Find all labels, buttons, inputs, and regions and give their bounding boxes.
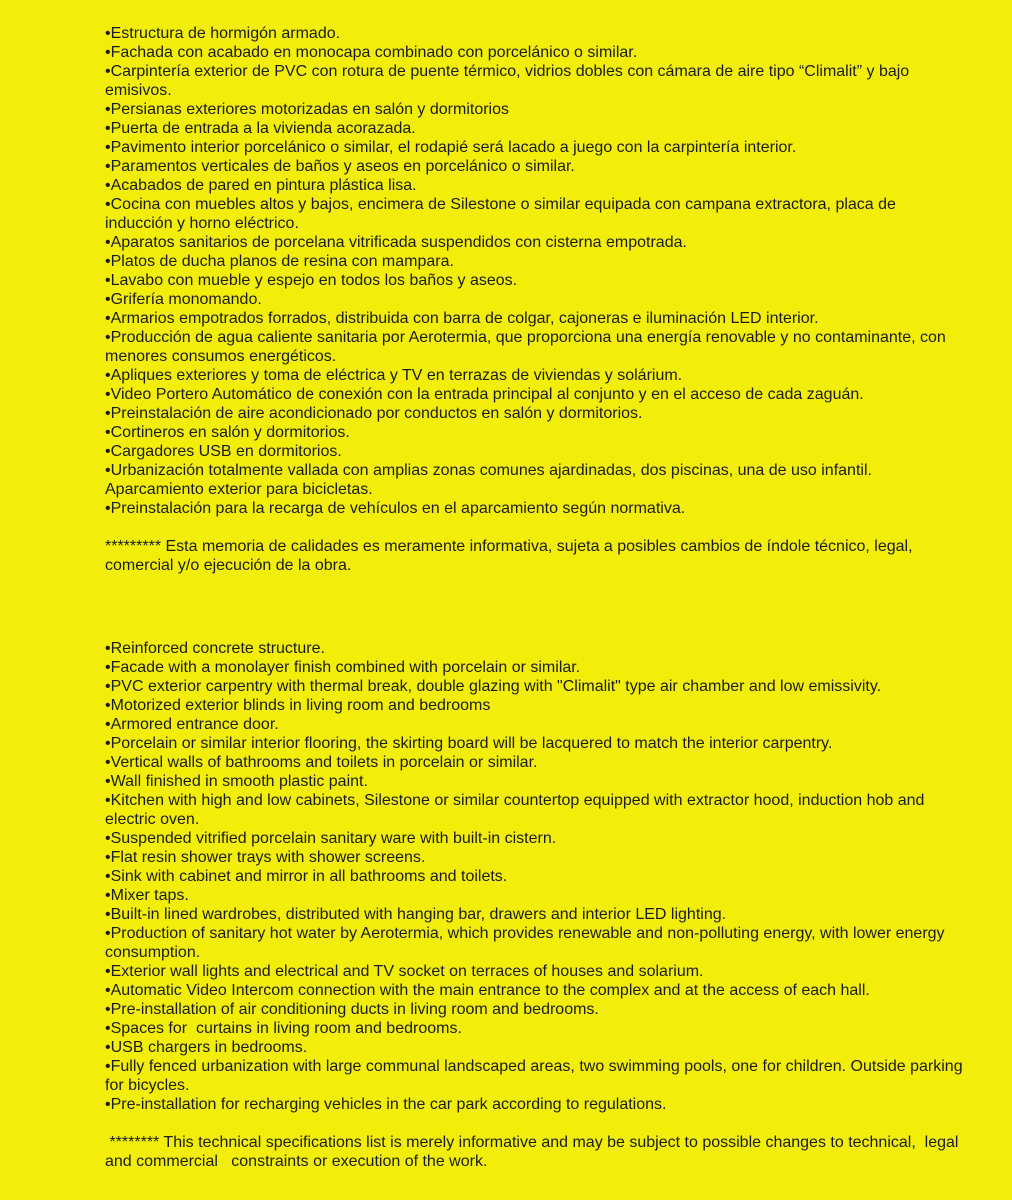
bullet-icon: •: [105, 405, 111, 422]
spec-item: [105, 100, 965, 119]
spec-item-text: Production of sanitary hot water by Aerotermia, which provides renewable and non-polluting energy, with lower energy consumption.: [105, 925, 949, 961]
bullet-icon: •: [105, 849, 111, 866]
spec-item: [105, 772, 965, 791]
bullet-icon: •: [105, 1058, 111, 1075]
spec-item-text: Producción de agua caliente sanitaria por Aerotermia, que proporciona una energía renovable y no contaminante, con menores consumos energéticos.: [105, 329, 951, 365]
bullet-icon: •: [105, 63, 111, 80]
spec-item: [105, 1038, 965, 1057]
spec-item: [105, 233, 965, 252]
spec-item: [105, 696, 965, 715]
spec-item-text: Puerta de entrada a la vivienda acorazada.: [110, 120, 416, 137]
spec-item: [105, 157, 965, 176]
bullet-icon: •: [105, 101, 111, 118]
spec-item-text: Wall finished in smooth plastic paint.: [110, 773, 368, 790]
bullet-icon: •: [105, 196, 111, 213]
spec-item-text: Aparatos sanitarios de porcelana vitrificada suspendidos con cisterna empotrada.: [110, 234, 687, 251]
bullet-icon: •: [105, 253, 111, 270]
spec-item-text: Sink with cabinet and mirror in all bathrooms and toilets.: [110, 868, 508, 885]
spec-item-text: Reinforced concrete structure.: [110, 640, 325, 657]
bullet-icon: •: [105, 158, 111, 175]
spec-item: [105, 271, 965, 290]
spec-item-text: Platos de ducha planos de resina con mampara.: [110, 253, 454, 270]
spec-item: [105, 195, 965, 233]
spec-item: [105, 1019, 965, 1038]
spec-item: [105, 43, 965, 62]
english-disclaimer: ******** This technical specifications list is merely informative and may be subject to possible changes to technical, legal and commercial constraints or execution of the work.: [105, 1134, 963, 1170]
spanish-specs-list: [105, 24, 965, 518]
spec-item-text: Acabados de pared en pintura plástica lisa.: [110, 177, 417, 194]
spec-item: [105, 404, 965, 423]
bullet-icon: •: [105, 1096, 111, 1113]
spec-item-text: Cocina con muebles altos y bajos, encimera de Silestone o similar equipada con campana extractora, placa de inducción y horno eléctrico.: [105, 196, 901, 232]
spec-item: [105, 309, 965, 328]
spec-item: [105, 328, 965, 366]
bullet-icon: •: [105, 443, 111, 460]
spec-item: [105, 867, 965, 886]
bullet-icon: •: [105, 773, 111, 790]
bullet-icon: •: [105, 659, 111, 676]
bullet-icon: •: [105, 272, 111, 289]
bullet-icon: •: [105, 139, 111, 156]
spec-item-text: Apliques exteriores y toma de eléctrica y TV en terrazas de viviendas y solárium.: [110, 367, 683, 384]
bullet-icon: •: [105, 424, 111, 441]
spec-item-text: Exterior wall lights and electrical and TV socket on terraces of houses and solarium.: [110, 963, 704, 980]
spec-item: [105, 886, 965, 905]
bullet-icon: •: [105, 120, 111, 137]
spec-item: [105, 905, 965, 924]
spec-item: [105, 829, 965, 848]
spec-item: [105, 791, 965, 829]
spec-item: [105, 119, 965, 138]
bullet-icon: •: [105, 640, 111, 657]
spec-item-text: Estructura de hormigón armado.: [110, 25, 341, 42]
spec-item: [105, 461, 965, 499]
spanish-disclaimer: ********* Esta memoria de calidades es meramente informativa, sujeta a posibles cambios de índole técnico, legal, comercial y/o ejecución de la obra.: [105, 538, 917, 574]
spec-item: [105, 1095, 965, 1114]
bullet-icon: •: [105, 830, 111, 847]
spec-item-text: Urbanización totalmente vallada con amplias zonas comunes ajardinadas, dos piscinas, una de uso infantil. Aparcamiento exterior para bicicletas.: [105, 462, 876, 498]
bullet-icon: •: [105, 329, 111, 346]
spec-item: [105, 962, 965, 981]
spec-item: [105, 138, 965, 157]
spec-item-text: Vertical walls of bathrooms and toilets in porcelain or similar.: [110, 754, 538, 771]
bullet-icon: •: [105, 25, 111, 42]
bullet-icon: •: [105, 462, 111, 479]
bullet-icon: •: [105, 367, 111, 384]
english-specs-list: [105, 639, 968, 1114]
spec-item-text: Video Portero Automático de conexión con la entrada principal al conjunto y en el acceso de cada zaguán.: [110, 386, 864, 403]
bullet-icon: •: [105, 906, 111, 923]
spec-item-text: Automatic Video Intercom connection with the main entrance to the complex and at the access of each hall.: [110, 982, 870, 999]
spec-item: [105, 366, 965, 385]
spec-item-text: Armored entrance door.: [110, 716, 279, 733]
spec-item: [105, 924, 965, 962]
bullet-icon: •: [105, 963, 111, 980]
spec-item: [105, 981, 965, 1000]
spec-item-text: Armarios empotrados forrados, distribuida con barra de colgar, cajoneras e iluminación LED interior.: [110, 310, 819, 327]
bullet-icon: •: [105, 887, 111, 904]
bullet-icon: •: [105, 386, 111, 403]
spec-item: [105, 290, 965, 309]
spec-item-text: Carpintería exterior de PVC con rotura de puente térmico, vidrios dobles con cámara de aire tipo “Climalit” y bajo emisivos.: [105, 63, 914, 99]
spanish-specs-section: [105, 24, 965, 575]
spec-item: [105, 658, 965, 677]
spec-item-text: Fachada con acabado en monocapa combinado con porcelánico o similar.: [110, 44, 638, 61]
spec-item-text: Cortineros en salón y dormitorios.: [110, 424, 350, 441]
bullet-icon: •: [105, 1001, 111, 1018]
bullet-icon: •: [105, 310, 111, 327]
spec-item: [105, 442, 965, 461]
bullet-icon: •: [105, 697, 111, 714]
spec-item-text: Pre-installation for recharging vehicles in the car park according to regulations.: [110, 1096, 667, 1113]
spec-item-text: Paramentos verticales de baños y aseos en porcelánico o similar.: [110, 158, 575, 175]
bullet-icon: •: [105, 982, 111, 999]
spec-item: [105, 639, 965, 658]
bullet-icon: •: [105, 735, 111, 752]
bullet-icon: •: [105, 868, 111, 885]
bullet-icon: •: [105, 44, 111, 61]
spec-item-text: Pre-installation of air conditioning ducts in living room and bedrooms.: [110, 1001, 599, 1018]
spec-item-text: Fully fenced urbanization with large communal landscaped areas, two swimming pools, one for children. Outside parking for bicycles.: [105, 1058, 968, 1094]
bullet-icon: •: [105, 754, 111, 771]
spec-item-text: Persianas exteriores motorizadas en salón y dormitorios: [110, 101, 510, 118]
spec-item-text: Mixer taps.: [110, 887, 189, 904]
spec-item: [105, 848, 965, 867]
spec-item-text: Pavimento interior porcelánico o similar, el rodapié será lacado a juego con la carpintería interior.: [110, 139, 797, 156]
bullet-icon: •: [105, 716, 111, 733]
spec-item-text: Porcelain or similar interior flooring, the skirting board will be lacquered to match the interior carpentry.: [110, 735, 833, 752]
bullet-icon: •: [105, 925, 111, 942]
spec-item: [105, 734, 965, 753]
english-specs-section: [105, 639, 968, 1171]
spec-item: [105, 715, 965, 734]
bullet-icon: •: [105, 678, 111, 695]
spec-item: [105, 423, 965, 442]
spec-item: [105, 1057, 968, 1095]
spec-item: [105, 176, 965, 195]
spec-item: [105, 677, 965, 696]
bullet-icon: •: [105, 1039, 111, 1056]
spec-item-text: Lavabo con mueble y espejo en todos los baños y aseos.: [110, 272, 518, 289]
spec-item-text: Grifería monomando.: [110, 291, 262, 308]
bullet-icon: •: [105, 291, 111, 308]
spec-item-text: Preinstalación para la recarga de vehículos en el aparcamiento según normativa.: [110, 500, 686, 517]
spec-item: [105, 753, 965, 772]
spec-item-text: USB chargers in bedrooms.: [110, 1039, 308, 1056]
spec-item-text: Cargadores USB en dormitorios.: [110, 443, 342, 460]
spec-item-text: Facade with a monolayer finish combined with porcelain or similar.: [110, 659, 581, 676]
spec-item-text: Motorized exterior blinds in living room and bedrooms: [110, 697, 491, 714]
bullet-icon: •: [105, 177, 111, 194]
bullet-icon: •: [105, 792, 111, 809]
bullet-icon: •: [105, 234, 111, 251]
bullet-icon: •: [105, 1020, 111, 1037]
spec-item: [105, 1000, 965, 1019]
spec-item: [105, 24, 965, 43]
spec-item-text: Kitchen with high and low cabinets, Silestone or similar countertop equipped with extractor hood, induction hob and electric oven.: [105, 792, 929, 828]
spec-item-text: Suspended vitrified porcelain sanitary ware with built-in cistern.: [110, 830, 557, 847]
spec-item-text: Flat resin shower trays with shower screens.: [110, 849, 426, 866]
bullet-icon: •: [105, 500, 111, 517]
spec-item-text: PVC exterior carpentry with thermal break, double glazing with "Climalit" type air chamber and low emissivity.: [110, 678, 882, 695]
spec-item-text: Spaces for curtains in living room and bedrooms.: [110, 1020, 462, 1037]
spec-item: [105, 499, 965, 518]
spec-item: [105, 385, 965, 404]
spec-item: [105, 62, 965, 100]
spec-item-text: Preinstalación de aire acondicionado por conductos en salón y dormitorios.: [110, 405, 643, 422]
spec-item-text: Built-in lined wardrobes, distributed with hanging bar, drawers and interior LED lighting.: [110, 906, 727, 923]
spec-item: [105, 252, 965, 271]
